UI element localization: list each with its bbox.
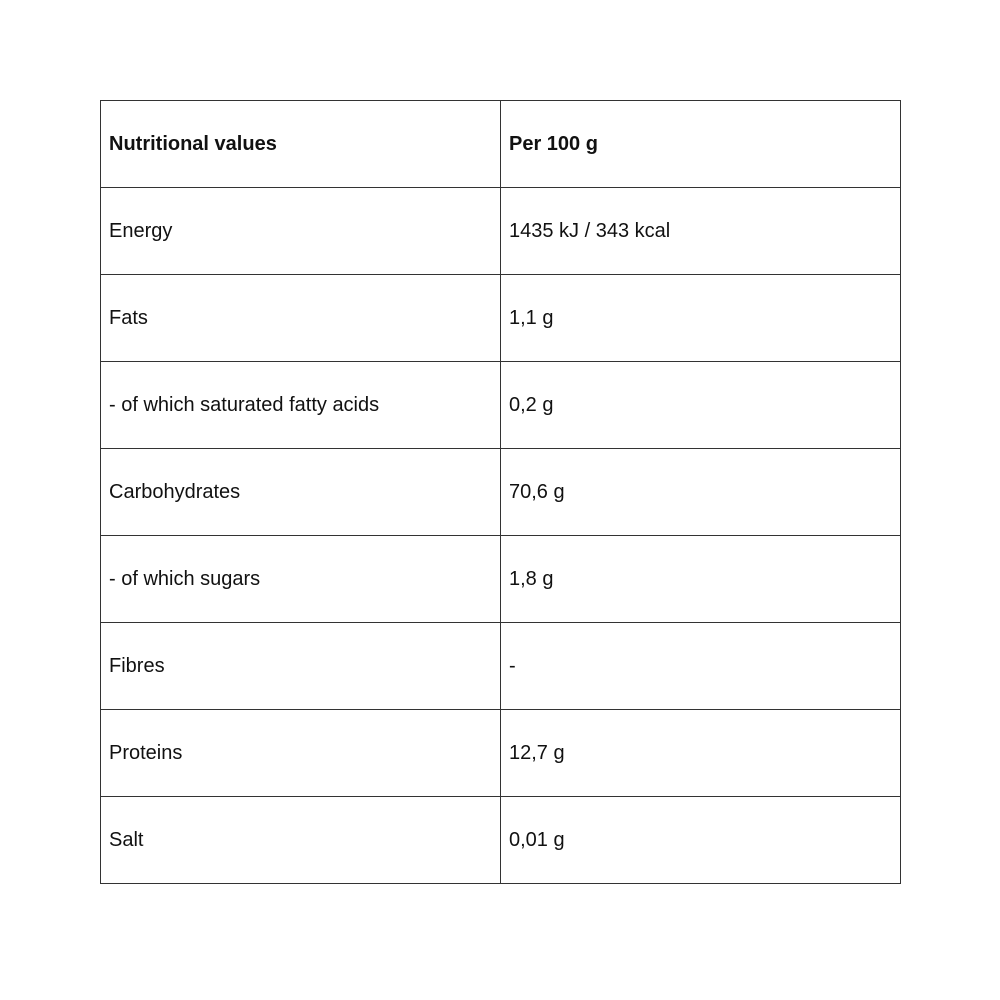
nutrient-cell: Fats bbox=[101, 275, 501, 362]
amount-cell: 12,7 g bbox=[501, 710, 901, 797]
table-body bbox=[101, 188, 901, 884]
amount-cell: 0,01 g bbox=[501, 797, 901, 884]
table-row bbox=[101, 362, 901, 449]
nutrient-cell: Energy bbox=[101, 188, 501, 275]
table-row bbox=[101, 710, 901, 797]
nutrient-cell: Fibres bbox=[101, 623, 501, 710]
amount-cell: 70,6 g bbox=[501, 449, 901, 536]
nutrient-cell: Salt bbox=[101, 797, 501, 884]
table-header bbox=[101, 101, 901, 188]
table-row bbox=[101, 797, 901, 884]
nutrient-cell: - of which sugars bbox=[101, 536, 501, 623]
amount-cell: 1,1 g bbox=[501, 275, 901, 362]
amount-cell: 0,2 g bbox=[501, 362, 901, 449]
table-row bbox=[101, 275, 901, 362]
amount-cell: - bbox=[501, 623, 901, 710]
nutrient-cell: Proteins bbox=[101, 710, 501, 797]
table-row bbox=[101, 449, 901, 536]
table-row bbox=[101, 188, 901, 275]
amount-cell: 1435 kJ / 343 kcal bbox=[501, 188, 901, 275]
amount-cell: 1,8 g bbox=[501, 536, 901, 623]
header-row bbox=[101, 101, 901, 188]
table-row bbox=[101, 623, 901, 710]
nutrient-cell: - of which saturated fatty acids bbox=[101, 362, 501, 449]
nutrition-table bbox=[100, 100, 901, 884]
nutrient-cell: Carbohydrates bbox=[101, 449, 501, 536]
amount-column-header: Per 100 g bbox=[501, 101, 901, 188]
nutrient-column-header: Nutritional values bbox=[101, 101, 501, 188]
table-row bbox=[101, 536, 901, 623]
